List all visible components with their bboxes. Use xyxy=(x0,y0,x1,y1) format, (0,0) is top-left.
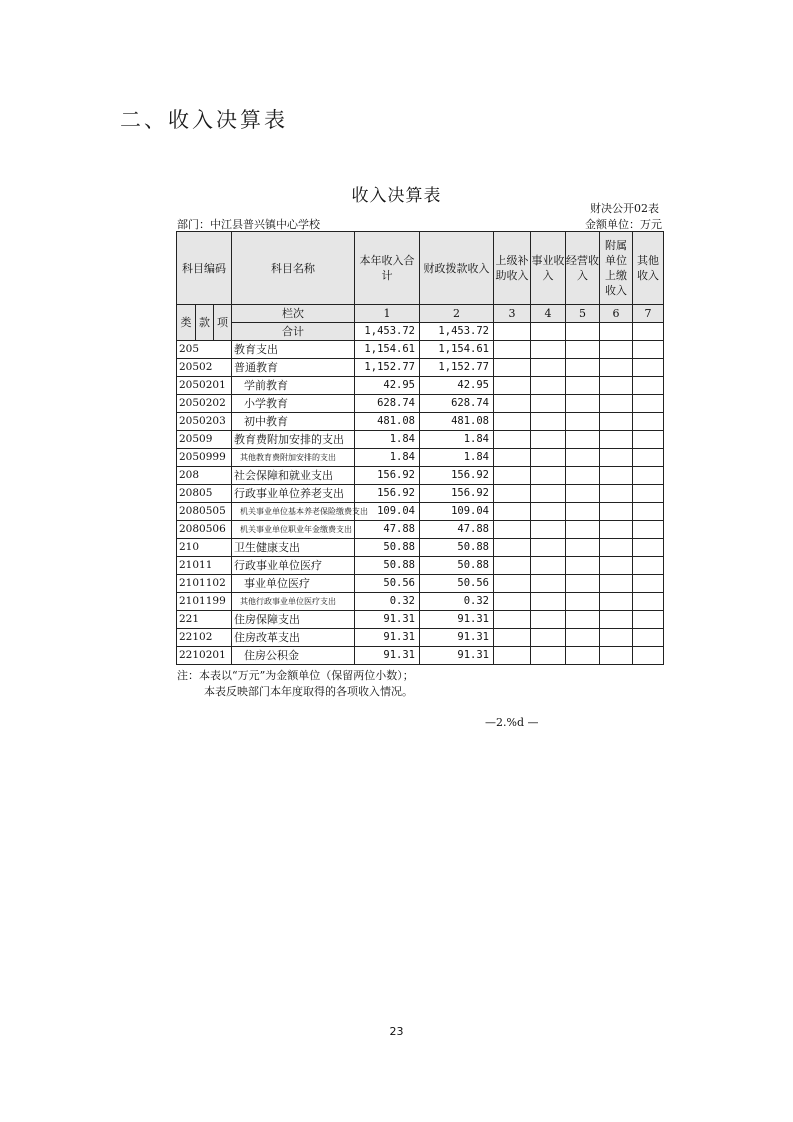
row-upper xyxy=(494,431,531,449)
row-operating xyxy=(566,503,600,521)
income-table xyxy=(176,231,664,665)
table-row xyxy=(177,467,664,485)
row-name: 卫生健康支出 xyxy=(232,539,355,557)
row-code: 205 xyxy=(177,341,232,359)
row-fiscal: 1.84 xyxy=(420,431,494,449)
table-row xyxy=(177,449,664,467)
row-fiscal: 42.95 xyxy=(420,377,494,395)
table-row xyxy=(177,485,664,503)
row-business xyxy=(531,629,566,647)
table-row xyxy=(177,575,664,593)
row-business xyxy=(531,431,566,449)
row-fiscal: 47.88 xyxy=(420,521,494,539)
row-code: 2080506 xyxy=(177,521,232,539)
page-number: 23 xyxy=(389,1025,404,1038)
row-business xyxy=(531,575,566,593)
row-name: 事业单位医疗 xyxy=(232,575,355,593)
header-business: 事业收入 xyxy=(531,232,566,305)
row-name: 初中教育 xyxy=(232,413,355,431)
total-row xyxy=(177,323,664,341)
header-upper: 上级补助收入 xyxy=(494,232,531,305)
table-row xyxy=(177,629,664,647)
row-name: 住房改革支出 xyxy=(232,629,355,647)
row-affiliated xyxy=(600,467,633,485)
row-name: 行政事业单位医疗 xyxy=(232,557,355,575)
header-total: 本年收入合计 xyxy=(355,232,420,305)
row-affiliated xyxy=(600,647,633,665)
row-operating xyxy=(566,341,600,359)
row-other xyxy=(633,611,664,629)
row-name: 教育支出 xyxy=(232,341,355,359)
row-total: 42.95 xyxy=(355,377,420,395)
total-fiscal: 1,453.72 xyxy=(420,323,494,341)
table-row xyxy=(177,431,664,449)
row-operating xyxy=(566,647,600,665)
row-fiscal: 1,154.61 xyxy=(420,341,494,359)
row-total: 1.84 xyxy=(355,431,420,449)
row-other xyxy=(633,593,664,611)
row-name: 其他教育费附加安排的支出 xyxy=(232,449,355,467)
row-total: 109.04 xyxy=(355,503,420,521)
table-row xyxy=(177,557,664,575)
row-operating xyxy=(566,539,600,557)
row-affiliated xyxy=(600,485,633,503)
row-upper xyxy=(494,413,531,431)
col-num: 3 xyxy=(494,305,531,323)
row-fiscal: 50.88 xyxy=(420,557,494,575)
row-upper xyxy=(494,395,531,413)
row-affiliated xyxy=(600,575,633,593)
row-code: 20509 xyxy=(177,431,232,449)
row-business xyxy=(531,377,566,395)
row-code: 20805 xyxy=(177,485,232,503)
table-row xyxy=(177,377,664,395)
row-business xyxy=(531,557,566,575)
row-upper xyxy=(494,449,531,467)
row-operating xyxy=(566,395,600,413)
row-upper xyxy=(494,359,531,377)
table-row xyxy=(177,593,664,611)
row-other xyxy=(633,485,664,503)
col-num: 4 xyxy=(531,305,566,323)
row-operating xyxy=(566,557,600,575)
form-number: 财决公开02表 xyxy=(590,202,659,215)
row-business xyxy=(531,503,566,521)
department-label: 部门：中江县普兴镇中心学校 xyxy=(177,218,320,231)
row-fiscal: 91.31 xyxy=(420,611,494,629)
row-operating xyxy=(566,593,600,611)
row-fiscal: 1,152.77 xyxy=(420,359,494,377)
col-num: 2 xyxy=(420,305,494,323)
row-operating xyxy=(566,413,600,431)
header-name: 科目名称 xyxy=(232,232,355,305)
row-total: 0.32 xyxy=(355,593,420,611)
row-affiliated xyxy=(600,539,633,557)
row-affiliated xyxy=(600,593,633,611)
row-total: 481.08 xyxy=(355,413,420,431)
row-other xyxy=(633,449,664,467)
row-other xyxy=(633,377,664,395)
row-name: 普通教育 xyxy=(232,359,355,377)
row-affiliated xyxy=(600,395,633,413)
row-name: 机关事业单位基本养老保险缴费支出 xyxy=(232,503,355,521)
row-upper xyxy=(494,467,531,485)
row-other xyxy=(633,521,664,539)
row-name: 小学教育 xyxy=(232,395,355,413)
row-business xyxy=(531,539,566,557)
row-code: 2210201 xyxy=(177,647,232,665)
table-row xyxy=(177,611,664,629)
header-operating: 经营收入 xyxy=(566,232,600,305)
row-operating xyxy=(566,359,600,377)
row-business xyxy=(531,467,566,485)
row-total: 50.88 xyxy=(355,539,420,557)
row-business xyxy=(531,449,566,467)
row-business xyxy=(531,485,566,503)
row-other xyxy=(633,467,664,485)
row-total: 91.31 xyxy=(355,629,420,647)
column-number-row xyxy=(177,305,664,323)
total-amount: 1,453.72 xyxy=(355,323,420,341)
header-fiscal: 财政拨款收入 xyxy=(420,232,494,305)
row-upper xyxy=(494,377,531,395)
row-code: 20502 xyxy=(177,359,232,377)
table-row xyxy=(177,341,664,359)
row-affiliated xyxy=(600,503,633,521)
row-affiliated xyxy=(600,341,633,359)
row-affiliated xyxy=(600,557,633,575)
section-heading: 二、收入决算表 xyxy=(120,108,288,132)
row-fiscal: 0.32 xyxy=(420,593,494,611)
row-fiscal: 156.92 xyxy=(420,467,494,485)
row-business xyxy=(531,395,566,413)
row-name: 教育费附加安排的支出 xyxy=(232,431,355,449)
row-affiliated xyxy=(600,629,633,647)
row-business xyxy=(531,593,566,611)
page-marker: —2.%d — xyxy=(485,716,539,729)
row-upper xyxy=(494,611,531,629)
row-code: 2101102 xyxy=(177,575,232,593)
row-code: 22102 xyxy=(177,629,232,647)
row-fiscal: 109.04 xyxy=(420,503,494,521)
row-other xyxy=(633,629,664,647)
row-other xyxy=(633,413,664,431)
row-total: 1,154.61 xyxy=(355,341,420,359)
row-other xyxy=(633,431,664,449)
row-upper xyxy=(494,539,531,557)
row-affiliated xyxy=(600,611,633,629)
row-operating xyxy=(566,431,600,449)
row-other xyxy=(633,395,664,413)
table-title: 收入决算表 xyxy=(351,186,442,206)
row-total: 91.31 xyxy=(355,611,420,629)
table-row xyxy=(177,395,664,413)
row-operating xyxy=(566,521,600,539)
row-code: 2050203 xyxy=(177,413,232,431)
row-name: 机关事业单位职业年金缴费支出 xyxy=(232,521,355,539)
row-total: 1.84 xyxy=(355,449,420,467)
row-total: 156.92 xyxy=(355,485,420,503)
table-row xyxy=(177,359,664,377)
row-total: 47.88 xyxy=(355,521,420,539)
row-total: 1,152.77 xyxy=(355,359,420,377)
row-operating xyxy=(566,611,600,629)
row-business xyxy=(531,359,566,377)
table-row xyxy=(177,521,664,539)
row-other xyxy=(633,503,664,521)
header-kuan: 款 xyxy=(196,305,214,341)
row-name: 其他行政事业单位医疗支出 xyxy=(232,593,355,611)
row-code: 2080505 xyxy=(177,503,232,521)
table-row xyxy=(177,647,664,665)
table-row xyxy=(177,503,664,521)
row-upper xyxy=(494,557,531,575)
row-name: 住房公积金 xyxy=(232,647,355,665)
row-other xyxy=(633,557,664,575)
row-affiliated xyxy=(600,431,633,449)
row-affiliated xyxy=(600,359,633,377)
row-fiscal: 50.56 xyxy=(420,575,494,593)
total-label: 合计 xyxy=(232,323,355,341)
col-num: 5 xyxy=(566,305,600,323)
row-upper xyxy=(494,503,531,521)
header-code-group: 科目编码 xyxy=(177,232,232,305)
table-row xyxy=(177,539,664,557)
amount-unit: 金额单位：万元 xyxy=(585,218,662,231)
row-total: 50.88 xyxy=(355,557,420,575)
row-upper xyxy=(494,485,531,503)
row-code: 210 xyxy=(177,539,232,557)
row-affiliated xyxy=(600,449,633,467)
row-code: 2050202 xyxy=(177,395,232,413)
row-business xyxy=(531,341,566,359)
header-column-label: 栏次 xyxy=(232,305,355,323)
row-business xyxy=(531,413,566,431)
note-line-2: 本表反映部门本年度取得的各项收入情况。 xyxy=(204,685,413,698)
col-num: 6 xyxy=(600,305,633,323)
header-lei: 类 xyxy=(177,305,196,341)
row-affiliated xyxy=(600,413,633,431)
row-fiscal: 628.74 xyxy=(420,395,494,413)
row-affiliated xyxy=(600,521,633,539)
row-fiscal: 481.08 xyxy=(420,413,494,431)
row-upper xyxy=(494,341,531,359)
row-fiscal: 91.31 xyxy=(420,647,494,665)
col-num: 1 xyxy=(355,305,420,323)
row-name: 住房保障支出 xyxy=(232,611,355,629)
row-operating xyxy=(566,629,600,647)
row-code: 208 xyxy=(177,467,232,485)
row-operating xyxy=(566,449,600,467)
row-operating xyxy=(566,377,600,395)
row-business xyxy=(531,521,566,539)
header-affiliated: 附属单位上缴收入 xyxy=(600,232,633,305)
row-fiscal: 1.84 xyxy=(420,449,494,467)
row-total: 50.56 xyxy=(355,575,420,593)
row-total: 628.74 xyxy=(355,395,420,413)
row-upper xyxy=(494,629,531,647)
row-name: 行政事业单位养老支出 xyxy=(232,485,355,503)
row-other xyxy=(633,359,664,377)
row-code: 2101199 xyxy=(177,593,232,611)
row-fiscal: 156.92 xyxy=(420,485,494,503)
table-row xyxy=(177,413,664,431)
note-line-1: 注：本表以“万元”为金额单位（保留两位小数）； xyxy=(177,669,414,682)
row-upper xyxy=(494,647,531,665)
row-name: 学前教育 xyxy=(232,377,355,395)
row-upper xyxy=(494,593,531,611)
header-xiang: 项 xyxy=(214,305,232,341)
row-other xyxy=(633,647,664,665)
row-total: 156.92 xyxy=(355,467,420,485)
row-operating xyxy=(566,485,600,503)
row-business xyxy=(531,647,566,665)
row-code: 2050201 xyxy=(177,377,232,395)
row-name: 社会保障和就业支出 xyxy=(232,467,355,485)
row-upper xyxy=(494,521,531,539)
row-code: 21011 xyxy=(177,557,232,575)
row-operating xyxy=(566,575,600,593)
header-other: 其他收入 xyxy=(633,232,664,305)
row-total: 91.31 xyxy=(355,647,420,665)
row-other xyxy=(633,341,664,359)
row-operating xyxy=(566,467,600,485)
col-num: 7 xyxy=(633,305,664,323)
row-other xyxy=(633,539,664,557)
row-affiliated xyxy=(600,377,633,395)
row-business xyxy=(531,611,566,629)
row-code: 2050999 xyxy=(177,449,232,467)
row-code: 221 xyxy=(177,611,232,629)
row-upper xyxy=(494,575,531,593)
row-fiscal: 91.31 xyxy=(420,629,494,647)
row-fiscal: 50.88 xyxy=(420,539,494,557)
row-other xyxy=(633,575,664,593)
